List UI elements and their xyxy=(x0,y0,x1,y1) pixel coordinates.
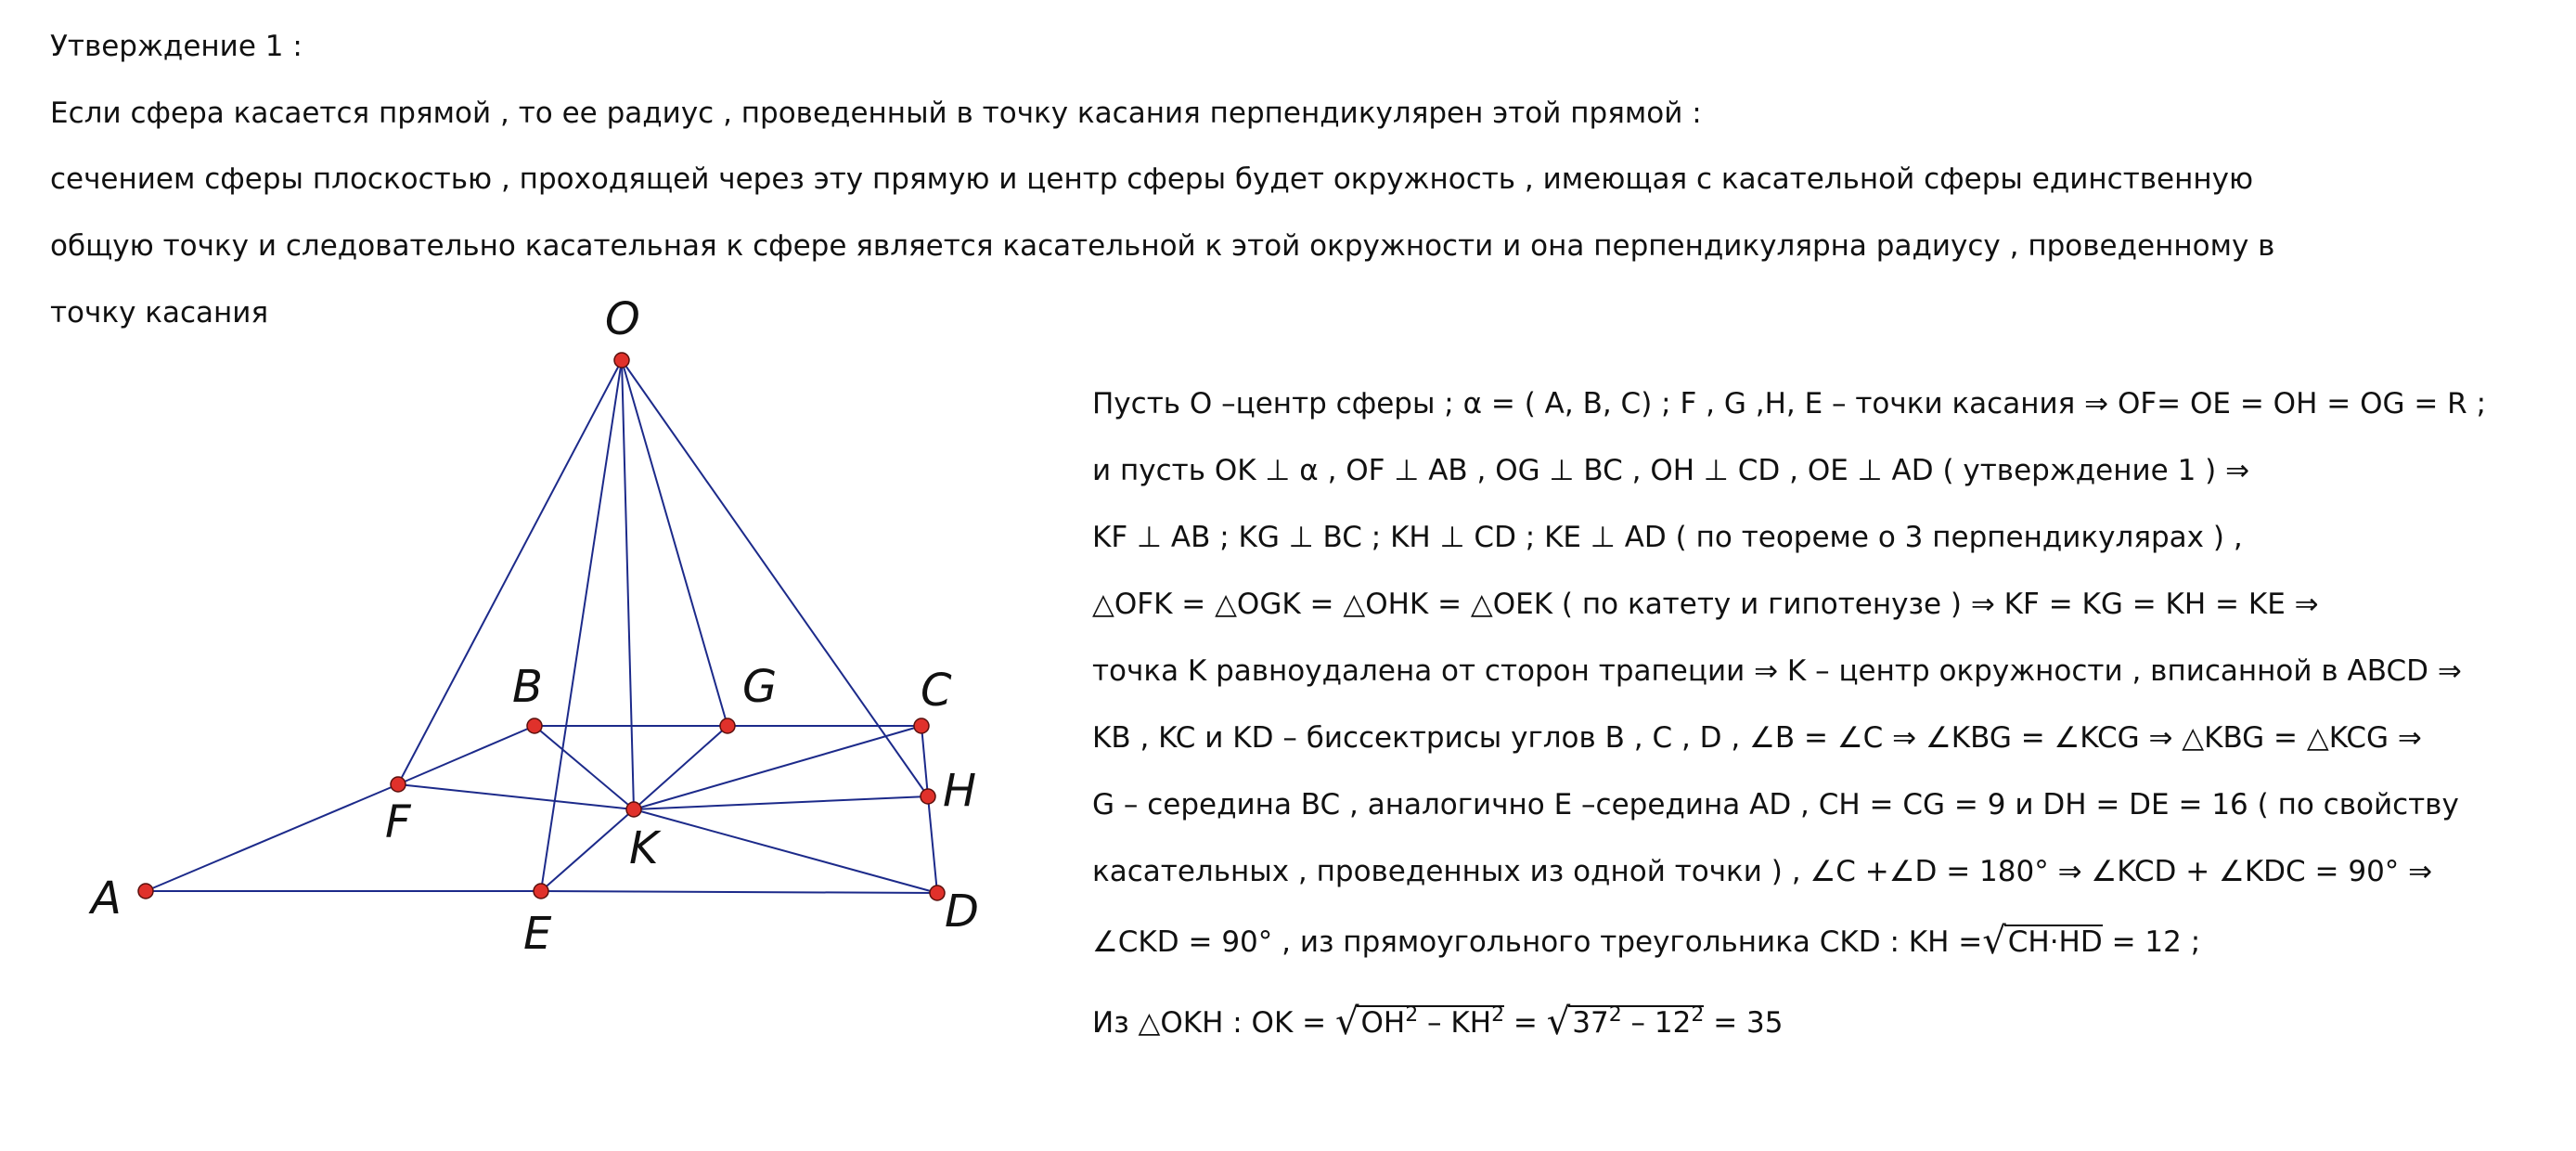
point-A xyxy=(138,884,153,899)
equals: = xyxy=(1504,1006,1547,1040)
proof-line-kh xyxy=(1092,920,2201,963)
proof-line: и пусть OK ⊥ α , OF ⊥ AB , OG ⊥ BC , OH ⊥ CD , OE ⊥ AD ( утверждение 1 ) ⇒ xyxy=(1092,454,2250,487)
statement-line: Если сфера касается прямой , то ее радиус , проведенный в точку касания перпендикулярен этой прямой : xyxy=(50,97,1702,130)
kh-result: = 12 ; xyxy=(2102,925,2201,959)
sqrt-symbol: √ xyxy=(1982,920,2006,963)
sqrt-symbol: √ xyxy=(1334,1001,1359,1043)
point-label-B: B xyxy=(512,661,543,713)
segment-OE xyxy=(541,360,622,891)
point-label-K: K xyxy=(629,822,659,874)
point-O xyxy=(614,353,629,368)
segment-OH xyxy=(622,360,928,796)
point-label-C: C xyxy=(921,665,952,717)
segment-AF xyxy=(146,784,398,891)
statement-line: точку касания xyxy=(50,296,269,330)
sqrt-radicand: $37^2 - 12^2$ xyxy=(1568,1005,1704,1039)
proof-line: точка K равноудалена от сторон трапеции ⇒ K – центр окружности , вписанной в ABCD ⇒ xyxy=(1092,654,2462,688)
proof-line-ok xyxy=(1092,1001,1784,1043)
point-K xyxy=(626,802,641,817)
point-label-G: G xyxy=(742,661,778,713)
geometry-figure xyxy=(0,0,1021,984)
segment-OK xyxy=(622,360,634,809)
point-label-A: A xyxy=(91,873,122,925)
ok-text: Из △OKH : OK = xyxy=(1092,1006,1335,1040)
segment-OF xyxy=(398,360,622,784)
segment-KF xyxy=(398,784,634,809)
segment-FB xyxy=(398,726,535,784)
segment-KD xyxy=(634,809,937,893)
figure-segments xyxy=(146,360,937,893)
point-D xyxy=(930,886,945,900)
statement-line: сечением сферы плоскостью , проходящей через эту прямую и центр сферы будет окружность , имеющая с касательной сферы единственную xyxy=(50,162,2254,196)
segment-KG xyxy=(634,726,728,809)
point-G xyxy=(720,718,735,733)
point-E xyxy=(534,884,548,899)
segment-OG xyxy=(622,360,728,726)
figure-points xyxy=(138,353,945,900)
ok-result: = 35 xyxy=(1704,1006,1784,1040)
point-label-H: H xyxy=(943,765,977,817)
point-label-O: O xyxy=(605,293,640,345)
segment-HD xyxy=(928,796,937,893)
proof-line: KF ⊥ AB ; KG ⊥ BC ; KH ⊥ CD ; KE ⊥ AD ( по теореме о 3 перпендикулярах ) , xyxy=(1092,521,2243,554)
point-label-D: D xyxy=(945,886,979,938)
segment-KH xyxy=(634,796,928,809)
segment-KB xyxy=(535,726,634,809)
point-H xyxy=(921,789,935,804)
point-B xyxy=(527,718,542,733)
proof-line: G – середина BC , аналогично E –середина AD , CH = CG = 9 и DH = DE = 16 ( по свойству xyxy=(1092,788,2459,821)
segment-CH xyxy=(921,726,928,796)
proof-line: KB , KC и KD – биссектрисы углов B , C , D , ∠B = ∠C ⇒ ∠KBG = ∠KCG ⇒ △KBG = △KCG ⇒ xyxy=(1092,721,2422,755)
kh-text: ∠CKD = 90° , из прямоугольного треугольника CKD : KH = xyxy=(1092,925,1983,959)
proof-line: касательных , проведенных из одной точки ) , ∠C +∠D = 180° ⇒ ∠KCD + ∠KDC = 90° ⇒ xyxy=(1092,855,2433,888)
sqrt-radicand: $OH^2 - KH^2$ xyxy=(1357,1005,1504,1039)
sqrt-radicand: CH·HD xyxy=(2004,925,2103,958)
point-C xyxy=(914,718,929,733)
point-F xyxy=(391,777,406,792)
segment-ED xyxy=(541,891,937,893)
proof-line: △OFK = △OGK = △OHK = △OEK ( по катету и гипотенузе ) ⇒ KF = KG = KH = KE ⇒ xyxy=(1092,588,2319,621)
point-label-E: E xyxy=(523,908,552,960)
statement-title: Утверждение 1 : xyxy=(50,30,303,63)
proof-line: Пусть O –центр сферы ; α = ( A, B, C) ; F , G ,H, E – точки касания ⇒ OF= OE = OH = OG = R ; xyxy=(1092,387,2487,420)
point-label-F: F xyxy=(385,796,411,848)
segment-KC xyxy=(634,726,921,809)
sqrt-symbol: √ xyxy=(1546,1001,1571,1043)
statement-line: общую точку и следовательно касательная к сфере является касательной к этой окружности и она перпендикулярна радиусу , проведенному в xyxy=(50,229,2275,263)
segment-KE xyxy=(541,809,634,891)
